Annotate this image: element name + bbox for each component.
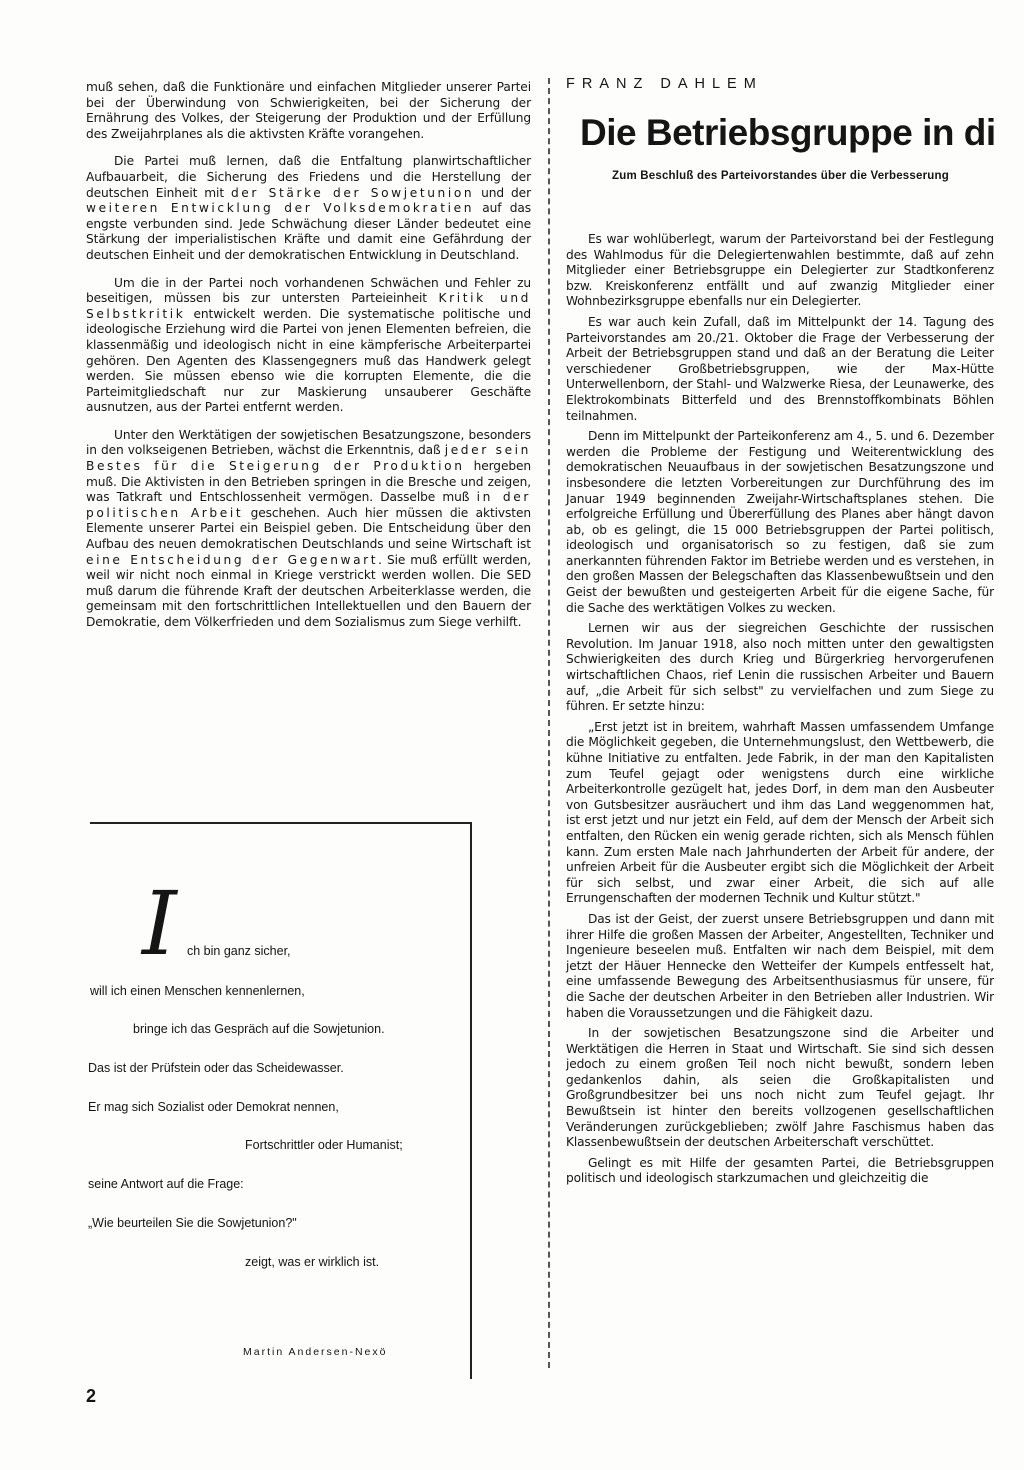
text-run: Die Partei muß lernen, daß die Entfaltung planwirtschaftlicher Aufbauarbeit, die Sicherung des Friedens und die Herstellung der deutschen Einheit mit [86, 154, 531, 200]
poem-line: zeigt, was er wirklich ist. [245, 1255, 380, 1269]
spaced-emphasis: Kritik und Selbstkritik [86, 291, 531, 321]
poem-author: Martin Andersen-Nexö [243, 1346, 388, 1358]
text-run: Um die in der Partei noch vorhandenen Schwächen und Fehler zu beseitigen, müssen bis zur untersten Parteieinheit [86, 275, 531, 306]
text-run: entwickelt werden. Die systematische politische und ideologische Erziehung wird die Partei von jenen Elementen befreien, die klassenmäßig und ideologisch nicht in eine kämpferische Arbeiterpartei gehören. Den Agenten des Klassengegners muß das Handwerk gelegt werden. Sie müssen ebenso wie die korrupten Elemente, die die Parteimitgliedschaft nur zur Maskierung unsauberer Geschäfte ausnutzen, aus der Partei entfernt werden. [86, 306, 531, 415]
text-run: geschehen. Auch hier müssen die aktivsten Elemente unserer Partei ein Beispiel geben. Die Entscheidung über den Aufbau des neuen demokratischen Deutschlands und seine Wirtschaft ist [86, 505, 531, 552]
paragraph: Lernen wir aus der siegreichen Geschichte der russischen Revolution. Im Januar 1918, also noch mitten unter den gewaltigsten Schwierigkeiten des durch Krieg und Bürgerkrieg hervorgerufenen wirtschaftlichen Chaos, rief Lenin die russischen Arbeiter und Bauern auf, „die Arbeit für sich selbst" zu vervielfachen und zum Siege zu führen. Er setzte hinzu: [566, 621, 994, 714]
spaced-emphasis: in der politischen Arbeit [86, 490, 531, 520]
text-run: Unter den Werktätigen der sowjetischen Besatzungszone, besonders in den volkseigenen Betrieben, wächst die Erkenntnis, daß [86, 427, 531, 458]
poem-line: „Wie beurteilen Sie die Sowjetunion?" [88, 1216, 297, 1230]
article-headline: Die Betriebsgruppe in di [580, 112, 996, 153]
paragraph: Denn im Mittelpunkt der Parteikonferenz am 4., 5. und 6. Dezember werden die Probleme der Festigung und Weiterentwicklung des demokratischen Neuaufbaus in der sowjetischen Besatzungszone und insbesondere die letzten Vorbereitungen zur Durchführung des im Januar 1949 beginnenden Zweijahr-Wirtschaftsplanes stehen. Die erfolgreiche Erfüllung und Übererfüllung des Planes aber hängt davon ab, ob es gelingt, die 15 000 Betriebsgruppen der Partei politisch, ideologisch und organisatorisch so zu festigen, daß sie zum anerkannten führenden Faktor im Betriebe werden und es verstehen, in den großen Massen der Belegschaften das Klassenbewußtsein und den Geist der bewußten und gesteigerten Arbeit für die eigene Sache, für die Sache des werktätigen Volkes zu wecken. [566, 429, 995, 615]
paragraph: muß sehen, daß die Funktionäre und einfachen Mitglieder unserer Partei bei der Überwindung von Schwierigkeiten, bei der Sicherung der Ernährung des Volkes, der Steigerung der Produktion und der Erfüllung des Zweijahrplanes als die aktivsten Kräfte vorangehen. [86, 80, 531, 141]
poem-line: will ich einen Menschen kennenlernen, [90, 984, 305, 998]
paragraph [86, 154, 531, 263]
text-run: hergeben muß. Die Aktivisten in den Betrieben springen in die Bresche und zeigen, was Tatkraft und Entschlossenheit vermögen. Dasselbe muß [86, 459, 531, 505]
text-run: . Sie muß erfüllt werden, weil wir nicht noch einmal in Kriege verstrickt werden wollen. Die SED muß darum die führende Kraft der deutschen Arbeiterklasse werden, die gemeinsam mit den fortschrittlichen Intellektuellen und den Bauern der Demokratie, dem Völkerfrieden und dem Sozialismus zum Siege verhilft. [86, 552, 532, 629]
article-author: FRANZ DAHLEM [566, 76, 763, 92]
spaced-emphasis: eine Entscheidung der Gegenwart [86, 552, 379, 567]
spaced-emphasis: jeder sein Bestes für die Steigerung der Produktion [86, 443, 531, 474]
text-run: auf das engste verbunden sind. Jede Schwächung dieser Länder bedeutet eine Stärkung der imperialistischen Kräfte und damit eine Gefährdung der deutschen Einheit und der demokratischen Entwicklung in Deutschland. [86, 201, 531, 262]
spaced-emphasis: der Stärke der Sowjetunion [230, 185, 475, 200]
poem-line: seine Antwort auf die Frage: [88, 1177, 244, 1191]
poem-line: bringe ich das Gespräch auf die Sowjetunion. [133, 1022, 385, 1036]
column-divider [548, 78, 552, 1368]
paragraph [86, 276, 531, 416]
left-column [86, 80, 531, 643]
paragraph: Das ist der Geist, der zuerst unsere Betriebsgruppen und dann mit ihrer Hilfe die großen Massen der Arbeiter, Angestellten, Techniker und Ingenieure beseelen muß. Entfalten wir nach dem Beispiel, mit dem jetzt der Häuer Hennecke den Wetteifer der Kumpels entfesselt hat, eine umfassende Bewegung des Arbeitsenthusiasmus für unsere, für die Sache der deutschen Arbeiter in den Betrieben aller Industrien. Wir haben die Voraussetzungen und die Fähigkeit dazu. [566, 911, 994, 1020]
page-number: 2 [86, 1386, 97, 1406]
poem-line: ch bin ganz sicher, [187, 944, 291, 958]
poem-line: Er mag sich Sozialist oder Demokrat nennen, [88, 1100, 339, 1114]
paragraph: Gelingt es mit Hilfe der gesamten Partei, die Betriebsgruppen politisch und ideologisch starkzumachen und gleichzeitig die [566, 1155, 994, 1186]
poem-line: Fortschrittler oder Humanist; [245, 1138, 403, 1152]
article-subheading: Zum Beschluß des Parteivorstandes über die Verbesserung [612, 170, 949, 182]
spaced-emphasis: weiteren Entwicklung der Volksdemokratien [86, 201, 475, 216]
lenin-quote: „Erst jetzt ist in breitem, wahrhaft Massen umfassendem Umfange die Möglichkeit gegeben, die Unternehmungslust, den Wettbewerb, die kühne Initiative zu entfalten. Jede Fabrik, in der man den Kapitalisten zum Teufel gejagt oder wenigstens durch eine wirkliche Arbeiterkontrolle gezügelt hat, jedes Dorf, in dem man den Ausbeuter von Gutsbesitzer ausräuchert und ihm das Land weggenommen hat, ist erst jetzt und nur jetzt ein Feld, auf dem der Mensch der Arbeit sich entfalten, den Rücken ein wenig gerade richten, sich als Mensch fühlen kann. Zum ersten Male nach Jahrhunderten der Arbeit für andere, der unfreien Arbeit für die Ausbeuter ergibt sich die Möglichkeit der Arbeit für sich selbst, und zwar einer Arbeit, die sich auf alle Errungenschaften der modernen Technik und Kultur stützt." [566, 719, 994, 906]
article-body [566, 232, 994, 1192]
paragraph: In der sowjetischen Besatzungszone sind die Arbeiter und Werktätigen die Herren in Staat und Wirtschaft. Sie sind sich dessen jedoch zu einem großen Teil noch nicht bewußt, sondern leben gedankenlos dahin, als seien die Großkapitalisten und Großgrundbesitzer bei uns noch nicht zum Teufel gejagt. Ihr Bewußtsein ist hinter den bereits vollzogenen gesellschaftlichen Veränderungen zurückgeblieben; zwölf Jahre Faschismus haben das Klassenbewußtsein der deutschen Arbeiterschaft verschüttet. [566, 1026, 994, 1150]
paragraph: Es war wohlüberlegt, warum der Parteivorstand bei der Festlegung des Wahlmodus für die Delegiertenwahlen bestimmte, daß auf zehn Mitglieder einer Betriebsgruppe ein Delegierter zur Stadtkonferenz bzw. Kreiskonferenz entfällt und auf zwanzig Mitglieder einer Wohnbezirksgruppe ebenfalls nur ein Delegierter. [566, 232, 994, 309]
poem-line: Das ist der Prüfstein oder das Scheidewasser. [88, 1061, 344, 1075]
text-run: und der [474, 185, 531, 200]
paragraph [86, 428, 531, 631]
poem-initial: I [142, 872, 177, 975]
paragraph: Es war auch kein Zufall, daß im Mittelpunkt der 14. Tagung des Parteivorstandes am 20./21. Oktober die Frage der Verbesserung der Arbeit der Betriebsgruppen stand und daß an der Beratung die Leiter verschiedener Großbetriebsgruppen, wie der Max-Hütte Unterwellenborn, der Stahl- und Walzwerke Riesa, der Leunawerke, des Elektrokombinats Bitterfeld und des Brennstoffkombinats Böhlen teilnahmen. [566, 314, 994, 423]
